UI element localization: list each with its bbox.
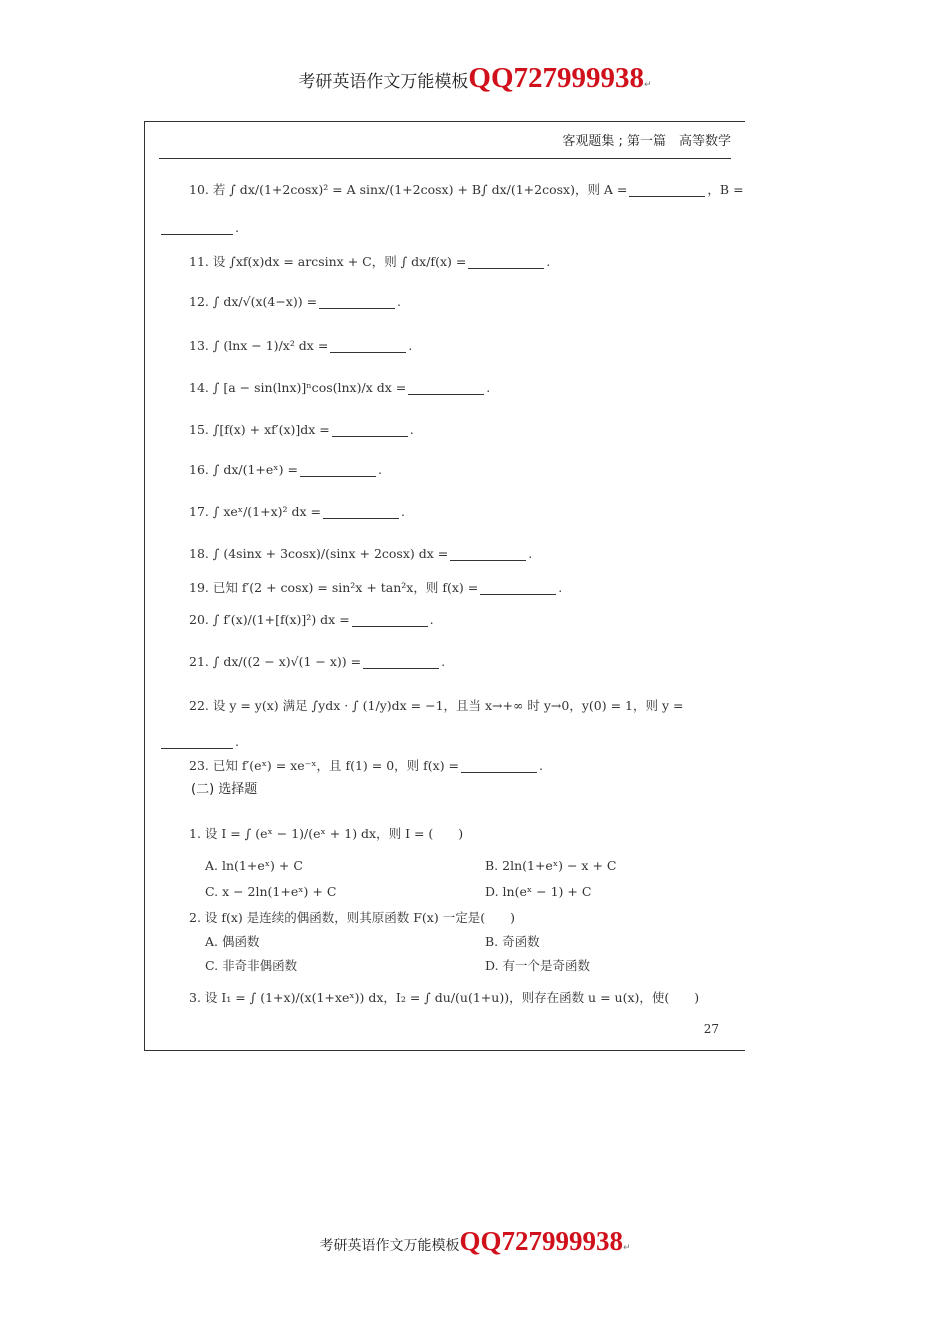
watermark-top	[0, 62, 950, 95]
header-rule	[159, 158, 731, 159]
watermark-qq: QQ727999938	[459, 1226, 623, 1256]
problem-19: 19. 已知 f′(2 + cosx) = sin²x + tan²x，则 f(x) = .	[189, 580, 563, 595]
answer-blank	[480, 594, 556, 595]
choice-1-option-d: D. ln(eˣ − 1) + C	[485, 884, 592, 899]
choice-2-stem: 2. 设 f(x) 是连续的偶函数，则其原函数 F(x) 一定是( )	[189, 910, 515, 925]
page-number: 27	[703, 1022, 719, 1036]
problem-22-continuation: .	[159, 734, 239, 749]
problem-21: 21. ∫ dx/((2 − x)√(1 − x)) = .	[189, 654, 446, 669]
problem-16: 16. ∫ dx/(1+eˣ) = .	[189, 462, 382, 477]
choice-2-option-c: C. 非奇非偶函数	[205, 958, 298, 973]
problem-12: 12. ∫ dx/√(x(4−x)) = .	[189, 294, 402, 309]
answer-blank	[332, 436, 408, 437]
answer-blank	[461, 772, 537, 773]
answer-blank	[161, 748, 233, 749]
problem-13: 13. ∫ (lnx − 1)/x² dx = .	[189, 338, 413, 353]
choice-2-option-a: A. 偶函数	[205, 934, 260, 949]
answer-blank	[319, 308, 395, 309]
problem-14: 14. ∫ [a − sin(lnx)]ⁿcos(lnx)/x dx = .	[189, 380, 491, 395]
problem-18: 18. ∫ (4sinx + 3cosx)/(sinx + 2cosx) dx = .	[189, 546, 533, 561]
problem-20: 20. ∫ f′(x)/(1+[f(x)]²) dx = .	[189, 612, 434, 627]
answer-blank	[629, 196, 705, 197]
section-title: (二) 选择题	[191, 782, 258, 797]
problem-11: 11. 设 ∫xf(x)dx = arcsinx + C，则 ∫ dx/f(x) = .	[189, 254, 551, 269]
problem-17: 17. ∫ xeˣ/(1+x)² dx = .	[189, 504, 405, 519]
problem-22: 22. 设 y = y(x) 满足 ∫ydx · ∫ (1/y)dx = −1，且当 x→+∞ 时 y→0，y(0) = 1，则 y =	[189, 698, 684, 713]
problem-23: 23. 已知 f′(eˣ) = xe⁻ˣ，且 f(1) = 0，则 f(x) = .	[189, 758, 544, 773]
answer-blank	[330, 352, 406, 353]
answer-blank	[363, 668, 439, 669]
choice-2-option-b: B. 奇函数	[485, 934, 540, 949]
watermark-text: 考研英语作文万能模板	[319, 1238, 460, 1254]
watermark-bottom	[0, 1226, 950, 1257]
choice-1-stem: 1. 设 I = ∫ (eˣ − 1)/(eˣ + 1) dx，则 I = ( )	[189, 826, 464, 841]
choice-1-option-a: A. ln(1+eˣ) + C	[205, 858, 303, 873]
paragraph-mark: ↵	[644, 80, 652, 90]
page-header: 客观题集 ; 第一篇 高等数学	[562, 134, 731, 149]
watermark-text: 考研英语作文万能模板	[298, 72, 469, 92]
watermark-qq: QQ727999938	[468, 62, 645, 94]
choice-2-option-d: D. 有一个是奇函数	[485, 958, 591, 973]
problem-15: 15. ∫[f(x) + xf′(x)]dx = .	[189, 422, 414, 437]
choice-1-option-c: C. x − 2ln(1+eˣ) + C	[205, 884, 337, 899]
answer-blank	[323, 518, 399, 519]
paragraph-mark: ↵	[622, 1243, 631, 1253]
answer-blank	[450, 560, 526, 561]
choice-3-stem: 3. 设 I₁ = ∫ (1+x)/(x(1+xeˣ)) dx，I₂ = ∫ du/(u(1+u))，则存在函数 u = u(x)，使( )	[189, 990, 700, 1005]
answer-blank	[352, 626, 428, 627]
answer-blank	[161, 234, 233, 235]
page-frame	[144, 121, 745, 1051]
choice-1-option-b: B. 2ln(1+eˣ) − x + C	[485, 858, 617, 873]
problem-10-continuation: .	[159, 220, 239, 235]
answer-blank	[468, 268, 544, 269]
problem-10: 10. 若 ∫ dx/(1+2cosx)² = A sinx/(1+2cosx) + B∫ dx/(1+2cosx)，则 A = ，B =	[189, 182, 744, 197]
answer-blank	[408, 394, 484, 395]
answer-blank	[300, 476, 376, 477]
